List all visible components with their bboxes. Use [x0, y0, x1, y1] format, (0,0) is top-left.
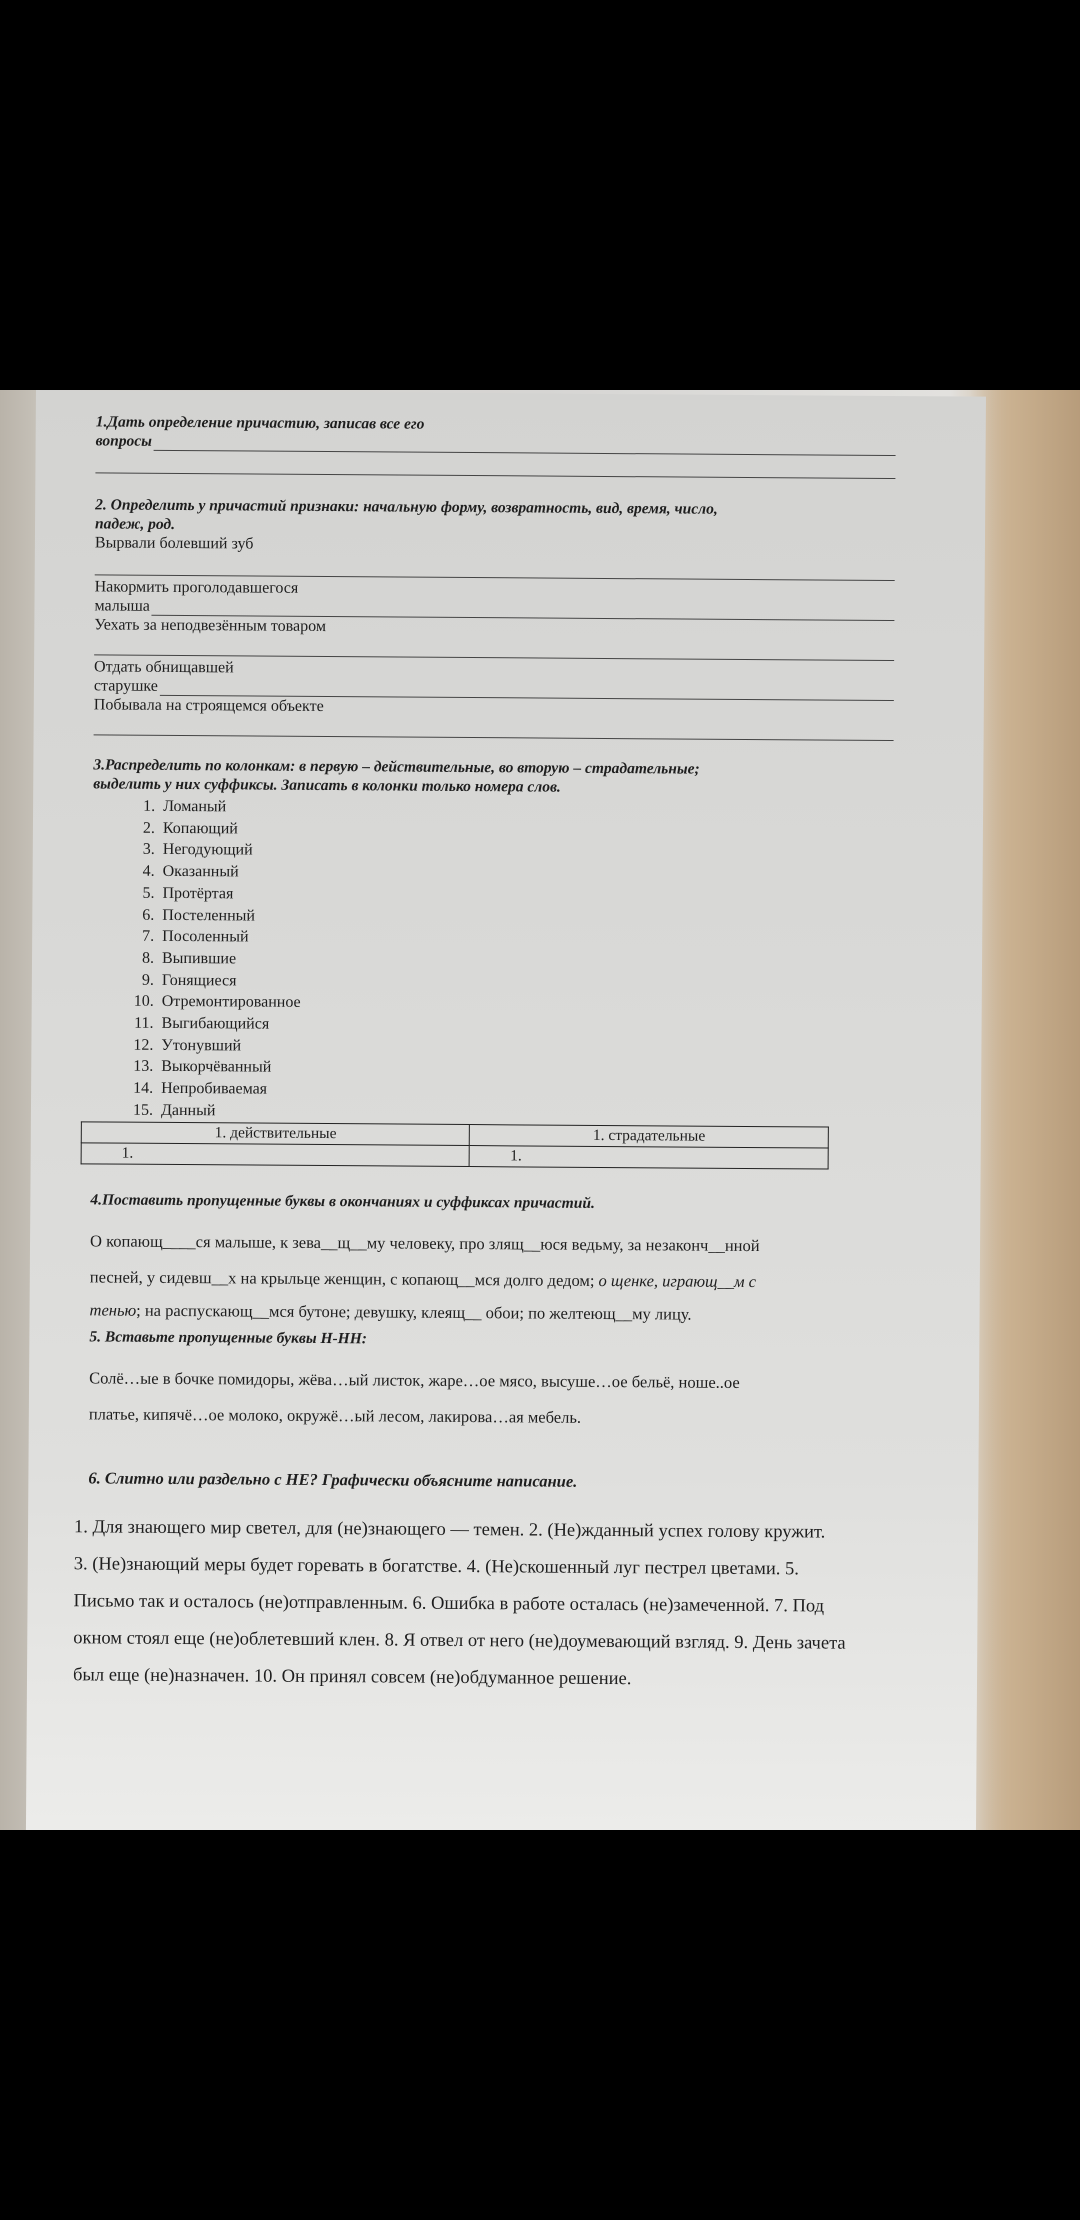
list-item: 14. Непробиваемая [133, 1079, 268, 1098]
list-item: 5. Протёртая [142, 884, 234, 903]
list-item: 6. Постеленный [142, 906, 256, 925]
task-5-heading: 5. Вставьте пропущенные буквы Н-НН: [89, 1327, 368, 1347]
answer-line [154, 436, 896, 456]
phrase: Уехать за неподвезённым товаром [94, 616, 327, 636]
phrase: Побывала на строящемся объекте [93, 696, 324, 716]
task-6 [72, 1467, 889, 1700]
column-header-passive: 1. страдательные [470, 1124, 829, 1148]
task-3 [91, 755, 894, 1169]
list-item: 9. Гонящиеся [141, 971, 237, 990]
task-1-heading-line2: вопросы [95, 432, 152, 450]
task-4-line: песней, у сидевш__х на крыльце женщин, с копающ__мся долго дедом; о щенке, играющ__м с [89, 1266, 757, 1291]
list-item: 1. Ломаный [143, 797, 227, 816]
task-3-heading-line1: 3.Распределить по колонкам: в первую – действительные, во вторую – страдательные; [93, 756, 700, 778]
task-4-line: О копающ____ся малыше, к зева__щ__му человеку, про злящ__юся ведьму, за незаконч__нной [89, 1230, 760, 1255]
task-3-heading-line2: выделить у них суффиксы. Записать в колонки только номера слов. [93, 775, 561, 796]
task-4 [89, 1190, 890, 1331]
list-item: 13. Выкорчёванный [133, 1058, 272, 1077]
task-5-line: платье, кипячё…ое молоко, окружё…ый лесом, лакирова…ая мебель. [88, 1403, 582, 1427]
task-4-heading: 4.Поставить пропущенные буквы в окончаниях и суффиксах причастий. [90, 1190, 595, 1212]
task-6-line: окном стоял еще (не)облетевший клен. 8. Я отвел от него (не)доумевающий взгляд. 9. День зачета [73, 1627, 846, 1654]
task-6-line: Письмо так и осталось (не)отправленным. 6. Ошибка в работе осталась (не)замеченной. 7. Под [73, 1590, 825, 1617]
list-item: 15. Данный [132, 1101, 216, 1120]
list-item: 3. Негодующий [142, 841, 253, 859]
list-item: 8. Выпившие [141, 949, 237, 968]
phrase: Отдать обнищавшей [94, 658, 234, 677]
task-5 [89, 1327, 890, 1438]
column-cell-active: 1. [81, 1142, 470, 1166]
table-surface [970, 390, 1080, 1830]
column-cell-passive: 1. [470, 1145, 829, 1169]
task-2 [94, 495, 896, 741]
task-6-heading: 6. Слитно или раздельно с НЕ? Графически объясните написание. [88, 1467, 578, 1491]
list-item: 12. Утонувший [133, 1036, 242, 1055]
task-5-line: Солё…ые в бочке помидоры, жёва…ый листок, жаре…ое мясо, высуше…ое бельё, ноше..ое [89, 1367, 740, 1392]
phrase: старушке [93, 677, 158, 695]
list-item: 2. Копающий [142, 819, 238, 838]
word-list [119, 796, 893, 1127]
task-6-line: 1. Для знающего мир светел, для (не)знающего — темен. 2. (Не)жданный успех голову кружит. [73, 1516, 826, 1543]
phrase: Вырвали болевший зуб [94, 534, 254, 553]
worksheet-page [26, 390, 986, 1830]
task-6-line: 3. (Не)знающий меры будет горевать в богатстве. 4. (Не)скошенный луг пестрел цветами. 5. [73, 1553, 799, 1579]
task-1 [95, 412, 895, 479]
photo [0, 390, 1080, 1830]
phrase: Накормить проголодавшегося [94, 578, 299, 597]
list-item: 7. Посоленный [142, 927, 249, 946]
task-2-heading-line2: падеж, род. [95, 515, 176, 533]
columns-table [81, 1121, 829, 1169]
list-item: 11. Выгибающийся [134, 1014, 270, 1033]
list-item: 10. Отремонтированное [133, 993, 301, 1012]
task-1-heading-line1: 1.Дать определение причастию, записав все его [95, 413, 425, 433]
task-4-line: тенью; на распускающ__мся бутоне; девушку, клеящ__ обои; по желтеющ__му лицу. [89, 1299, 692, 1324]
task-2-heading-line1: 2. Определить у причастий признаки: начальную форму, возвратность, вид, время, число, [95, 496, 718, 518]
answer-line [95, 472, 895, 479]
phrase: малыша [94, 597, 150, 615]
task-6-line: был еще (не)назначен. 10. Он принял совсем (не)обдуманное решение. [72, 1664, 632, 1689]
list-item: 4. Оказанный [142, 862, 239, 881]
answer-line [94, 734, 894, 741]
column-header-active: 1. действительные [81, 1121, 470, 1145]
